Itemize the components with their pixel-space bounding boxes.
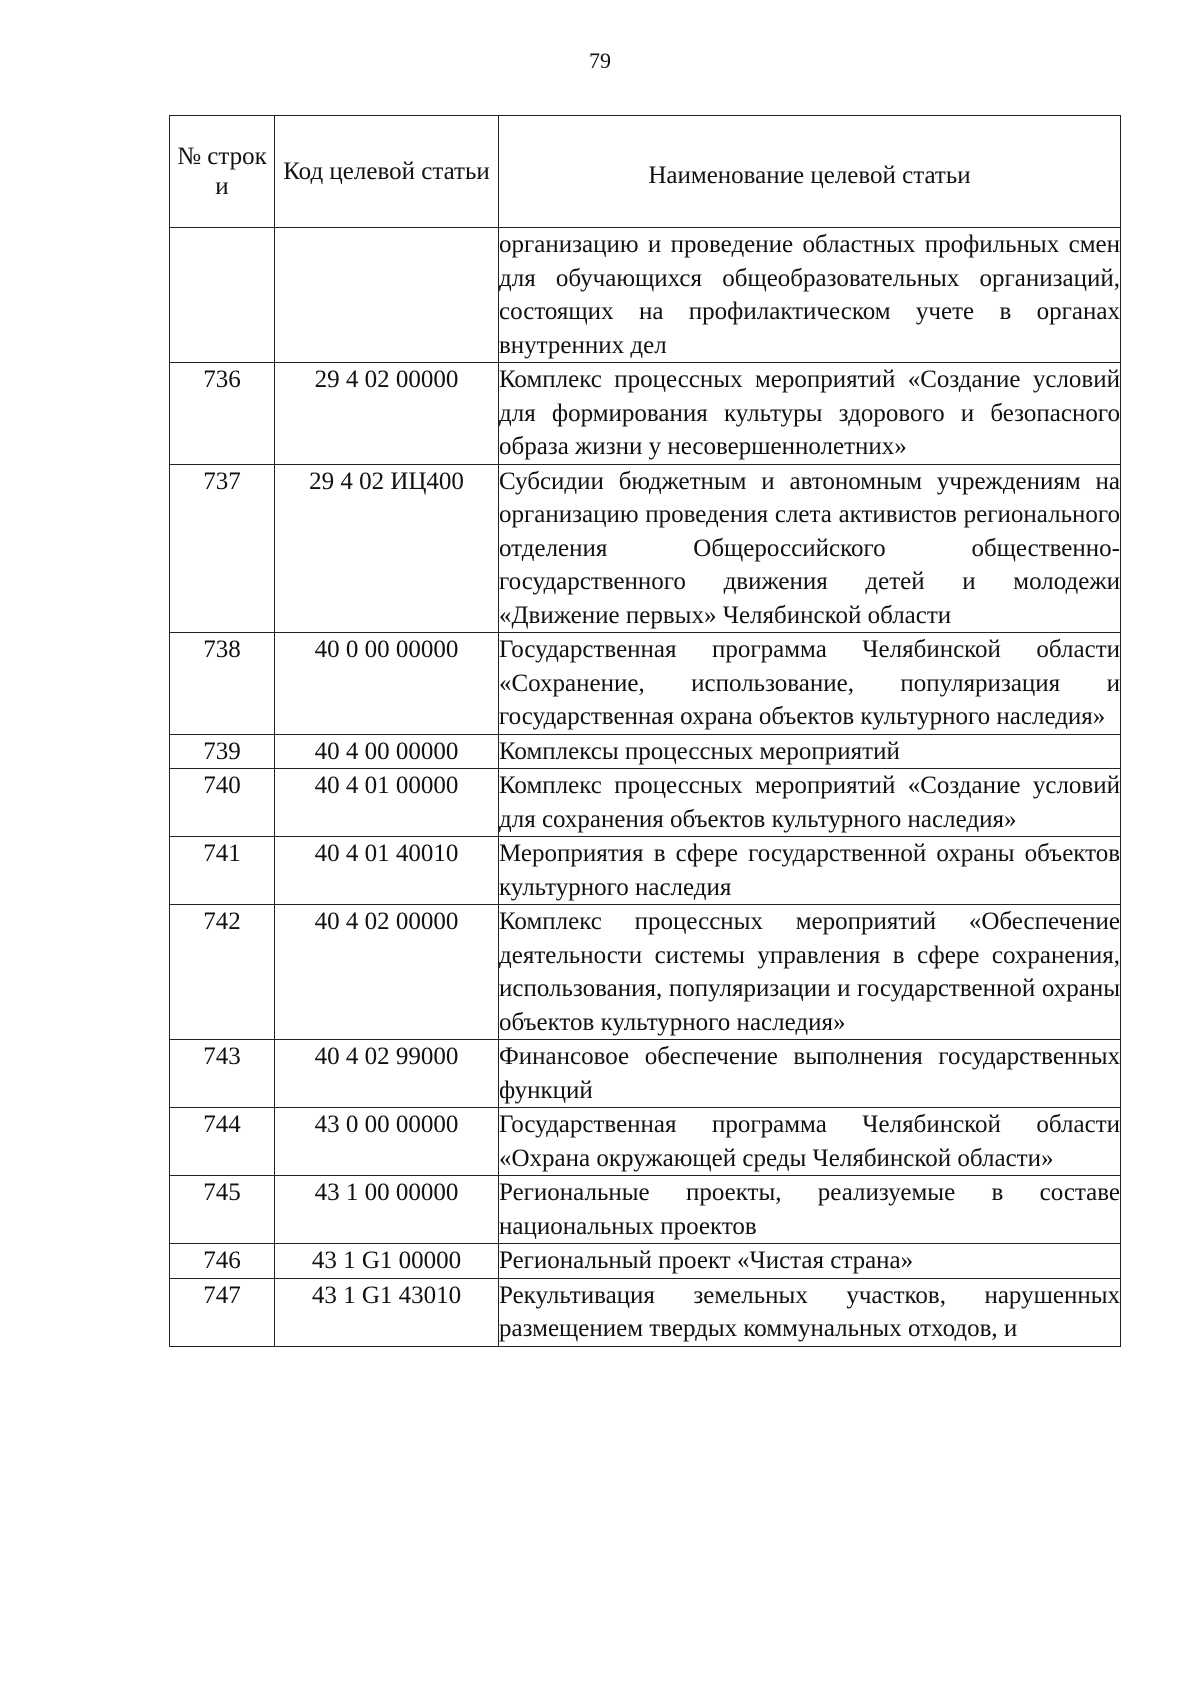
row-number: 746 (170, 1244, 275, 1279)
article-name: Рекультивация земельных участков, нарушенных размещением твердых коммунальных отходов, и (499, 1278, 1121, 1346)
article-name: Комплексы процессных мероприятий (499, 734, 1121, 769)
table-row (170, 363, 1121, 465)
table-row (170, 1176, 1121, 1244)
row-number: 740 (170, 769, 275, 837)
article-name: Государственная программа Челябинской области «Охрана окружающей среды Челябинской области» (499, 1108, 1121, 1176)
row-number (170, 228, 275, 363)
row-number: 738 (170, 633, 275, 735)
header-article-name: Наименование целевой статьи (499, 116, 1121, 228)
article-code: 40 4 00 00000 (275, 734, 499, 769)
article-code: 40 4 01 00000 (275, 769, 499, 837)
table-header (170, 116, 1121, 228)
page-number: 79 (589, 48, 611, 73)
article-code: 43 1 G1 00000 (275, 1244, 499, 1279)
article-code: 40 4 02 99000 (275, 1040, 499, 1108)
article-name: Комплекс процессных мероприятий «Обеспечение деятельности системы управления в сфере сохранения, использования, популяризации и государственной охраны объектов культурного наследия» (499, 905, 1121, 1040)
row-number: 744 (170, 1108, 275, 1176)
article-name: Комплекс процессных мероприятий «Создание условий для формирования культуры здорового и безопасного образа жизни у несовершеннолетних» (499, 363, 1121, 465)
target-articles-table (169, 115, 1121, 1347)
table-header-row (170, 116, 1121, 228)
article-code: 43 1 00 00000 (275, 1176, 499, 1244)
article-code (275, 228, 499, 363)
table-row (170, 228, 1121, 363)
row-number: 747 (170, 1278, 275, 1346)
article-name: Финансовое обеспечение выполнения государственных функций (499, 1040, 1121, 1108)
table-row (170, 769, 1121, 837)
table-row (170, 1040, 1121, 1108)
article-name: Субсидии бюджетным и автономным учреждениям на организацию проведения слета активистов регионального отделения Общероссийского общественно-государственного движения детей и молодежи «Движение первых» Челябинской области (499, 464, 1121, 633)
row-number: 737 (170, 464, 275, 633)
header-article-code: Код целевой статьи (275, 116, 499, 228)
article-code: 29 4 02 00000 (275, 363, 499, 465)
table-row (170, 905, 1121, 1040)
article-name: Региональный проект «Чистая страна» (499, 1244, 1121, 1279)
row-number: 741 (170, 837, 275, 905)
table-body (170, 228, 1121, 1347)
article-name: организацию и проведение областных профильных смен для обучающихся общеобразовательных организаций, состоящих на профилактическом учете в органах внутренних дел (499, 228, 1121, 363)
article-name: Мероприятия в сфере государственной охраны объектов культурного наследия (499, 837, 1121, 905)
row-number: 736 (170, 363, 275, 465)
article-name: Комплекс процессных мероприятий «Создание условий для сохранения объектов культурного наследия» (499, 769, 1121, 837)
row-number: 743 (170, 1040, 275, 1108)
table-row (170, 734, 1121, 769)
article-name: Государственная программа Челябинской области «Сохранение, использование, популяризация и государственная охрана объектов культурного наследия» (499, 633, 1121, 735)
row-number: 745 (170, 1176, 275, 1244)
header-row-number: № строк и (170, 116, 275, 228)
table-row (170, 1278, 1121, 1346)
article-code: 40 4 02 00000 (275, 905, 499, 1040)
table-row (170, 633, 1121, 735)
article-code: 43 0 00 00000 (275, 1108, 499, 1176)
table-row (170, 1108, 1121, 1176)
table-row (170, 837, 1121, 905)
article-name: Региональные проекты, реализуемые в составе национальных проектов (499, 1176, 1121, 1244)
article-code: 43 1 G1 43010 (275, 1278, 499, 1346)
article-code: 40 0 00 00000 (275, 633, 499, 735)
article-code: 29 4 02 ИЦ400 (275, 464, 499, 633)
table-row (170, 1244, 1121, 1279)
row-number: 742 (170, 905, 275, 1040)
row-number: 739 (170, 734, 275, 769)
article-code: 40 4 01 40010 (275, 837, 499, 905)
table-row (170, 464, 1121, 633)
